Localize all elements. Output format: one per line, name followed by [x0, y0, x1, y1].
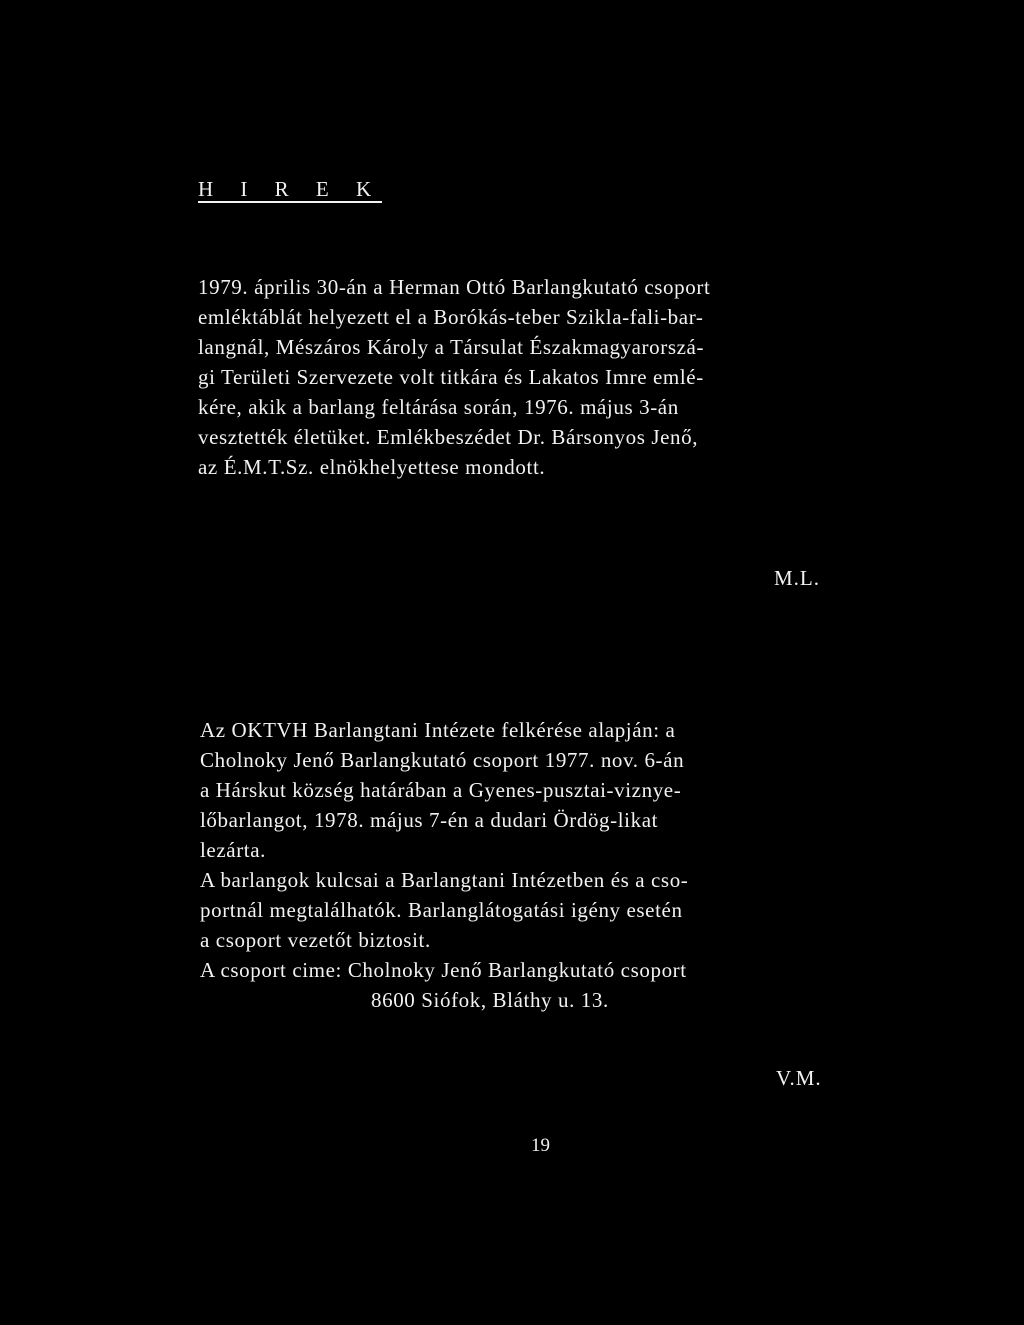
text-line: a csoport vezetőt biztosit. — [200, 928, 431, 952]
author-initials: V.M. — [776, 1066, 822, 1090]
page-number: 19 — [531, 1135, 550, 1156]
text-line: 1979. április 30-án a Herman Ottó Barlangkutató csoport — [198, 275, 711, 299]
news-item-memorial-plaque — [198, 272, 710, 482]
news-item-cave-closure — [200, 715, 688, 1015]
text-line: vesztették életüket. Emlékbeszédet Dr. Bársonyos Jenő, — [198, 425, 699, 449]
text-line: langnál, Mészáros Károly a Társulat Északmagyarorszá- — [198, 335, 705, 359]
text-line: emléktáblát helyezett el a Borókás-teber Szikla-fali-bar- — [198, 305, 704, 329]
text-line: A barlangok kulcsai a Barlangtani Intézetben és a cso- — [200, 868, 689, 892]
text-line: lezárta. — [200, 838, 266, 862]
address-line: 8600 Siófok, Bláthy u. 13. — [371, 988, 609, 1012]
text-line: Az OKTVH Barlangtani Intézete felkérése alapján: a — [200, 718, 676, 742]
text-line: az É.M.T.Sz. elnökhelyettese mondott. — [198, 455, 546, 479]
text-line: kére, akik a barlang feltárása során, 1976. május 3-án — [198, 395, 679, 419]
text-line: a Hárskut község határában a Gyenes-pusztai-viznye- — [200, 778, 682, 802]
text-line: portnál megtalálhatók. Barlanglátogatási igény esetén — [200, 898, 683, 922]
text-line: Cholnoky Jenő Barlangkutató csoport 1977. nov. 6-án — [200, 748, 685, 772]
text-line: lőbarlangot, 1978. május 7-én a dudari Ördög-likat — [200, 808, 659, 832]
text-line: gi Területi Szervezete volt titkára és Lakatos Imre emlé- — [198, 365, 704, 389]
page-heading: H I R E K — [198, 177, 383, 201]
author-initials: M.L. — [774, 566, 820, 590]
text-line: A csoport cime: Cholnoky Jenő Barlangkutató csoport — [200, 958, 687, 982]
